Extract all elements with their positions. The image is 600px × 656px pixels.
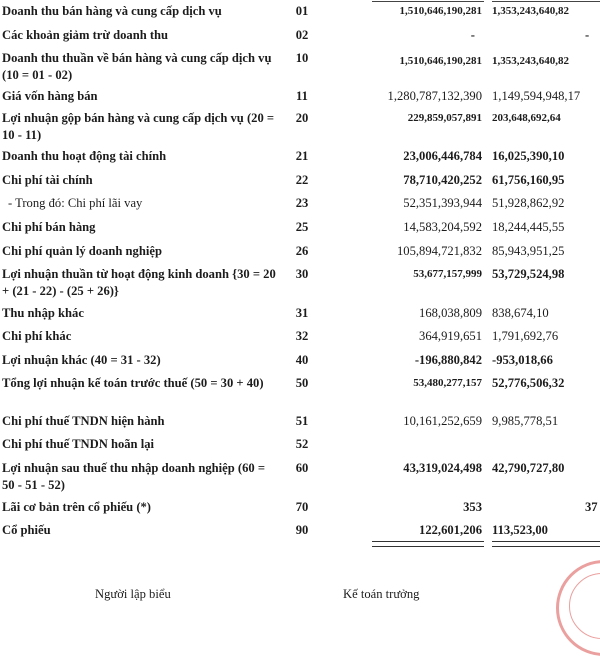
prior-year-value: 85,943,951,25 <box>492 244 565 258</box>
prior-year-value: 1,353,243,640,82 <box>492 55 569 67</box>
prior-year-value: 113,523,00 <box>492 523 548 537</box>
row-code: 23 <box>295 196 309 210</box>
row-label: Lợi nhuận khác (40 = 31 - 32) <box>2 353 161 367</box>
current-year-value: 364,919,651 <box>419 329 482 343</box>
row-label: Lãi cơ bản trên cổ phiếu (*) <box>2 500 152 514</box>
prior-year-value: 61,756,160,95 <box>492 173 565 187</box>
row-label: Chi phí thuế TNDN hoãn lại <box>2 437 154 451</box>
row-label: Cổ phiếu <box>2 523 51 537</box>
current-year-value: 14,583,204,592 <box>403 220 482 234</box>
header-rule-col1 <box>372 1 484 2</box>
chief-accountant-signature-label: Kế toán trưởng <box>343 587 420 601</box>
row-label: Doanh thu thuần về bán hàng và cung cấp dịch vụ (10 = 01 - 02) <box>2 51 272 82</box>
row-label: Chi phí tài chính <box>2 173 93 187</box>
prior-year-value: - <box>585 28 590 42</box>
row-code: 52 <box>295 437 309 451</box>
row-label: Tổng lợi nhuận kế toán trước thuế (50 = 30 + 40) <box>2 376 264 390</box>
row-code: 31 <box>295 306 309 320</box>
row-code: 50 <box>295 376 309 390</box>
prior-year-value: 18,244,445,55 <box>492 220 565 234</box>
row-code: 40 <box>295 353 309 367</box>
row-label: Giá vốn hàng bán <box>2 89 98 103</box>
prior-year-value: 1,791,692,76 <box>492 329 559 343</box>
row-code: 60 <box>295 461 309 475</box>
prior-year-value: 1,353,243,640,82 <box>492 5 569 17</box>
prior-year-value: -953,018,66 <box>492 353 553 367</box>
current-year-value: 229,859,057,891 <box>407 112 482 124</box>
row-code: 11 <box>296 89 308 103</box>
prior-year-value: 42,790,727,80 <box>492 461 565 475</box>
row-code: 26 <box>295 244 309 258</box>
row-label: Lợi nhuận thuần từ hoạt động kinh doanh {30 = 20 + (21 - 22) - (25 + 26)} <box>2 267 276 298</box>
prior-year-value: 37 <box>585 500 598 514</box>
row-label: Thu nhập khác <box>2 306 84 320</box>
row-label: Chi phí khác <box>2 329 72 343</box>
row-code: 02 <box>295 28 309 42</box>
row-code: 51 <box>295 414 309 428</box>
prior-year-value: 9,985,778,51 <box>492 414 559 428</box>
current-year-value: 43,319,024,498 <box>403 461 482 475</box>
current-year-value: 353 <box>463 500 482 514</box>
row-label: Lợi nhuận sau thuế thu nhập doanh nghiệp (60 = 50 - 51 - 52) <box>2 461 265 492</box>
current-year-value: 1,510,646,190,281 <box>399 5 482 17</box>
stamp-inner-ring <box>569 573 600 639</box>
current-year-value: 10,161,252,659 <box>403 414 482 428</box>
prior-year-value: 52,776,506,32 <box>492 376 565 390</box>
total-rule-col2 <box>492 541 600 547</box>
prior-year-value: 838,674,10 <box>492 306 549 320</box>
total-rule-col1 <box>372 541 484 547</box>
row-code: 90 <box>295 523 309 537</box>
row-code: 20 <box>295 111 309 125</box>
row-label: Lợi nhuận gộp bán hàng và cung cấp dịch vụ (20 = 10 - 11) <box>2 111 275 142</box>
row-label: Chi phí quản lý doanh nghiệp <box>2 244 162 258</box>
row-label: Chi phí bán hàng <box>2 220 96 234</box>
prior-year-value: 1,149,594,948,17 <box>492 89 581 103</box>
current-year-value: 53,677,157,999 <box>413 268 482 280</box>
prior-year-value: 203,648,692,64 <box>492 112 561 124</box>
row-code: 30 <box>295 267 309 281</box>
row-code: 32 <box>295 329 309 343</box>
current-year-value: 52,351,393,944 <box>403 196 482 210</box>
company-stamp <box>556 560 600 656</box>
preparer-signature-label: Người lập biểu <box>95 587 171 601</box>
row-label: Các khoản giảm trừ doanh thu <box>2 28 169 42</box>
row-code: 21 <box>295 149 309 163</box>
row-code: 22 <box>295 173 309 187</box>
row-code: 10 <box>295 51 309 65</box>
row-code: 70 <box>295 500 309 514</box>
current-year-value: 122,601,206 <box>419 523 482 537</box>
prior-year-value: 51,928,862,92 <box>492 196 565 210</box>
header-rule-col2 <box>492 1 600 2</box>
prior-year-value: 53,729,524,98 <box>492 267 565 281</box>
current-year-value: - <box>470 28 475 42</box>
row-label: - Trong đó: Chi phí lãi vay <box>8 196 143 210</box>
row-label: Chi phí thuế TNDN hiện hành <box>2 414 165 428</box>
current-year-value: 53,480,277,157 <box>413 377 482 389</box>
current-year-value: 1,280,787,132,390 <box>387 89 482 103</box>
current-year-value: 1,510,646,190,281 <box>399 55 482 67</box>
row-label: Doanh thu bán hàng và cung cấp dịch vụ <box>2 4 222 18</box>
row-code: 01 <box>295 4 309 18</box>
row-label: Doanh thu hoạt động tài chính <box>2 149 167 163</box>
current-year-value: 78,710,420,252 <box>403 173 482 187</box>
current-year-value: 168,038,809 <box>419 306 482 320</box>
row-code: 25 <box>295 220 309 234</box>
current-year-value: -196,880,842 <box>414 353 482 367</box>
prior-year-value: 16,025,390,10 <box>492 149 565 163</box>
current-year-value: 105,894,721,832 <box>396 244 482 258</box>
current-year-value: 23,006,446,784 <box>403 149 482 163</box>
